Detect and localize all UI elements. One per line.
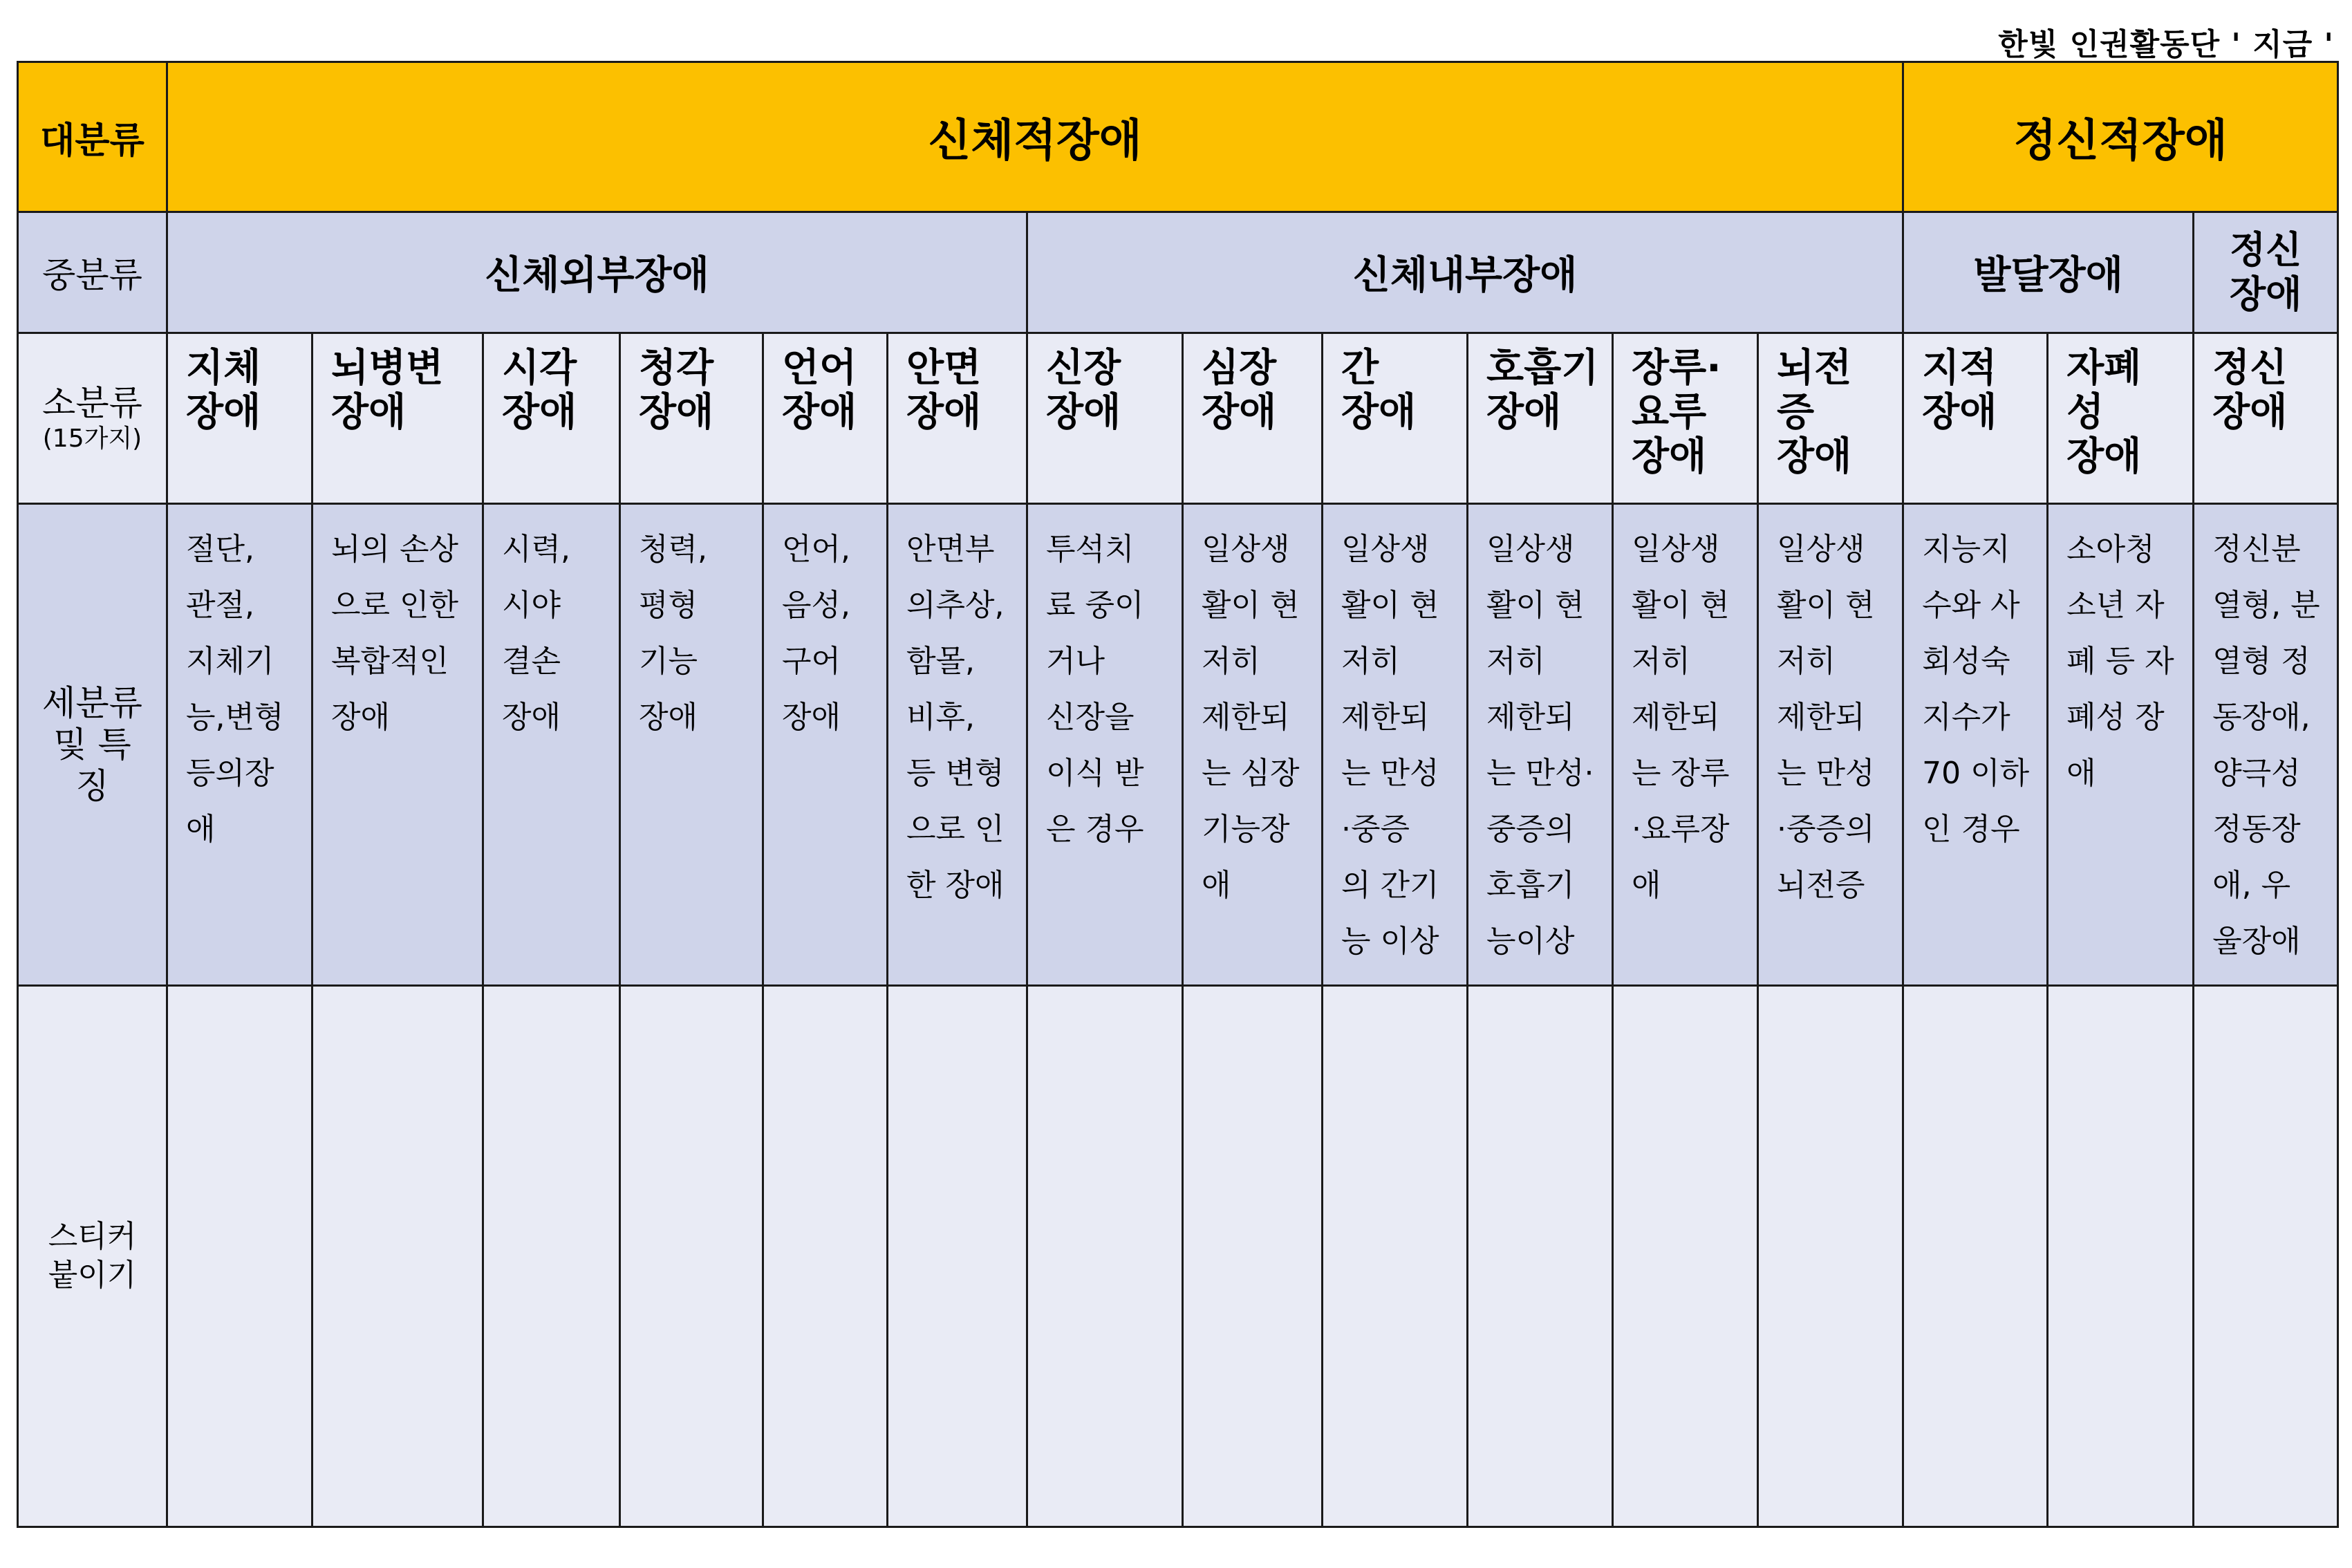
minor-label-text: 소분류 (42, 383, 142, 423)
detail-item: 절단, 관절, 지체기 능,변형 등의장 애 (167, 504, 312, 986)
minor-item: 심장 장애 (1183, 333, 1323, 504)
sticker-cell[interactable] (763, 986, 888, 1527)
detail-label: 세분류 및 특 징 (18, 504, 167, 986)
minor-item: 안면 장애 (888, 333, 1027, 504)
detail-item: 일상생 활이 현 저히 제한되 는 만성· 중증의 호흡기 능이상 (1468, 504, 1613, 986)
sticker-cell[interactable] (1323, 986, 1468, 1527)
mid-mental: 정신 장애 (2194, 212, 2338, 333)
sticker-cell[interactable] (1027, 986, 1183, 1527)
sticker-cell[interactable] (1903, 986, 2048, 1527)
minor-item: 뇌전 증 장애 (1758, 333, 1903, 504)
minor-item: 청각 장애 (620, 333, 763, 504)
mid-external-physical: 신체외부장애 (167, 212, 1027, 333)
minor-item: 신장 장애 (1027, 333, 1183, 504)
detail-item: 지능지 수와 사 회성숙 지수가 70 이하 인 경우 (1903, 504, 2048, 986)
detail-item: 일상생 활이 현 저히 제한되 는 만성 ·중증 의 간기 능 이상 (1323, 504, 1468, 986)
sticker-cell[interactable] (312, 986, 483, 1527)
minor-item: 정신 장애 (2194, 333, 2338, 504)
sticker-cell[interactable] (888, 986, 1027, 1527)
minor-item: 시각 장애 (483, 333, 620, 504)
detail-item: 뇌의 손상 으로 인한 복합적인 장애 (312, 504, 483, 986)
minor-item: 자폐 성 장애 (2048, 333, 2194, 504)
mid-label: 중분류 (18, 212, 167, 333)
detail-item: 일상생 활이 현 저히 제한되 는 장루 ·요루장 애 (1613, 504, 1758, 986)
sticker-cell[interactable] (483, 986, 620, 1527)
major-physical: 신체적장애 (167, 62, 1903, 212)
sticker-cell[interactable] (1468, 986, 1613, 1527)
org-title: 한빛 인권활동단 ' 지금 ' (1998, 27, 2334, 62)
sticker-cell[interactable] (1613, 986, 1758, 1527)
sticker-cell[interactable] (1183, 986, 1323, 1527)
mid-internal-physical: 신체내부장애 (1027, 212, 1903, 333)
sticker-row (18, 986, 2338, 1527)
minor-label (18, 333, 167, 504)
sticker-cell[interactable] (1758, 986, 1903, 1527)
mid-row (18, 212, 2338, 333)
detail-item: 일상생 활이 현 저히 제한되 는 만성 ·중증의 뇌전증 (1758, 504, 1903, 986)
detail-item: 일상생 활이 현 저히 제한되 는 심장 기능장 애 (1183, 504, 1323, 986)
sticker-label: 스티커 붙이기 (18, 986, 167, 1527)
minor-row (18, 333, 2338, 504)
major-mental: 정신적장애 (1903, 62, 2338, 212)
major-row (18, 62, 2338, 212)
sticker-cell[interactable] (620, 986, 763, 1527)
minor-item: 언어 장애 (763, 333, 888, 504)
detail-item: 언어, 음성, 구어 장애 (763, 504, 888, 986)
sticker-cell[interactable] (167, 986, 312, 1527)
minor-label-count: (15가지) (42, 424, 142, 453)
minor-item: 지체 장애 (167, 333, 312, 504)
detail-item: 정신분 열형, 분 열형 정 동장애, 양극성 정동장 애, 우 울장애 (2194, 504, 2338, 986)
detail-item: 안면부 의추상, 함몰, 비후, 등 변형 으로 인 한 장애 (888, 504, 1027, 986)
detail-item: 소아청 소년 자 폐 등 자 폐성 장 애 (2048, 504, 2194, 986)
detail-item: 시력, 시야 결손 장애 (483, 504, 620, 986)
mid-developmental: 발달장애 (1903, 212, 2194, 333)
detail-item: 청력, 평형 기능 장애 (620, 504, 763, 986)
minor-item: 뇌병변 장애 (312, 333, 483, 504)
disability-classification-table (17, 61, 2339, 1528)
major-label: 대분류 (18, 62, 167, 212)
minor-item: 간 장애 (1323, 333, 1468, 504)
minor-item: 장루· 요루 장애 (1613, 333, 1758, 504)
sticker-cell[interactable] (2048, 986, 2194, 1527)
sticker-cell[interactable] (2194, 986, 2338, 1527)
detail-row (18, 504, 2338, 986)
minor-item: 지적 장애 (1903, 333, 2048, 504)
detail-item: 투석치 료 중이 거나 신장을 이식 받 은 경우 (1027, 504, 1183, 986)
minor-item: 호흡기 장애 (1468, 333, 1613, 504)
